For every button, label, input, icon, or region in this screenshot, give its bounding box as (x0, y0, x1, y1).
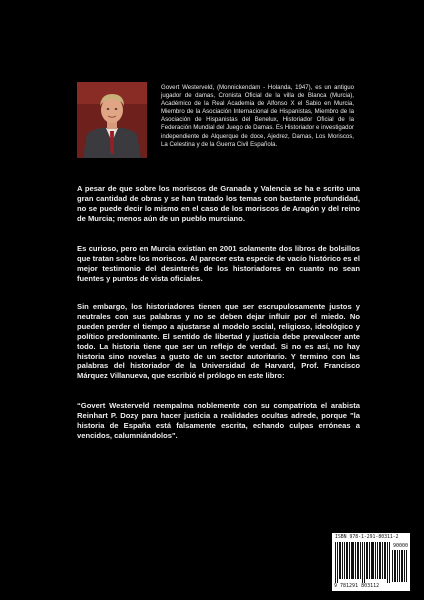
author-bio: Govert Westerveld, (Monnickendam - Holanda, 1947), es un antiguo jugador de damas, Cronista Oficial de la villa de Blanca (Murcia), Académico de la Real Academia de Alfonso X el Sabio en Murcia, Miembro de la Asociación Internacional de Hispanistas, Miembro de la Asociación de Hispanistas del Benelux, Historiador Oficial de la Federación Mundial del Juego de Damas. Es Historiador e investigador independiente de Alquerque de doce, Ajedrez, Damas, Los Moriscos, La Celestina y de la Guerra Civil Española. (161, 84, 354, 148)
isbn-barcode (332, 533, 410, 591)
isbn-number: ISBN 978-1-291-80311-2 (335, 535, 399, 540)
addon-barcode-bars (392, 550, 408, 582)
price-code: 90000 (393, 543, 409, 549)
barcode-bars (335, 542, 391, 583)
paragraph-1: A pesar de que sobre los moriscos de Granada y Valencia se ha e scrito una gran cantidad de obras y se han tratado los temas con bastante profundidad, no se puede decir lo mismo en el caso de los moriscos de Aragón y del reino de Murcia; menos aún de un pueblo murciano. (77, 184, 360, 223)
paragraph-3: Sin embargo, los historiadores tienen que ser escrupulosamente justos y neutrales con sus palabras y no se deben dejar influir por el miedo. No pueden perder el tiempo a ajustarse al modelo social, religioso, ideológico y político predominante. El sentido de libertad y justicia debe prevalecer ante todo. La historia tiene que ser un reflejo de verdad. Si no es así, no hay historia sino novelas a gusto de un sector autoritario. Y termino con las palabras del historiador de la Universidad de Harvard, Prof. Francisco Márquez Villanueva, que escribió el prólogo en este libro: (77, 302, 360, 381)
paragraph-2: Es curioso, pero en Murcia existían en 2001 solamente dos libros de bolsillos que tratan sobre los moriscos. Al parecer esta especie de vacío histórico es el mejor testimonio del desinterés de los historiadores en cuanto no sean fuentes y puntos de vista oficiales. (77, 244, 360, 283)
author-portrait-image (77, 82, 147, 158)
barcode-digits: 9 781291 803112 (334, 583, 380, 589)
quote-paragraph: “Govert Westerveld reempalma noblemente con su compatriota el arabista Reinhart P. Dozy para hacer justicia a realidades ocultas adrede, porque "la historia de España está falsamente escrita, echando culpas erróneas a vencidos, calumniándolos". (77, 401, 360, 440)
author-photo (77, 82, 147, 158)
